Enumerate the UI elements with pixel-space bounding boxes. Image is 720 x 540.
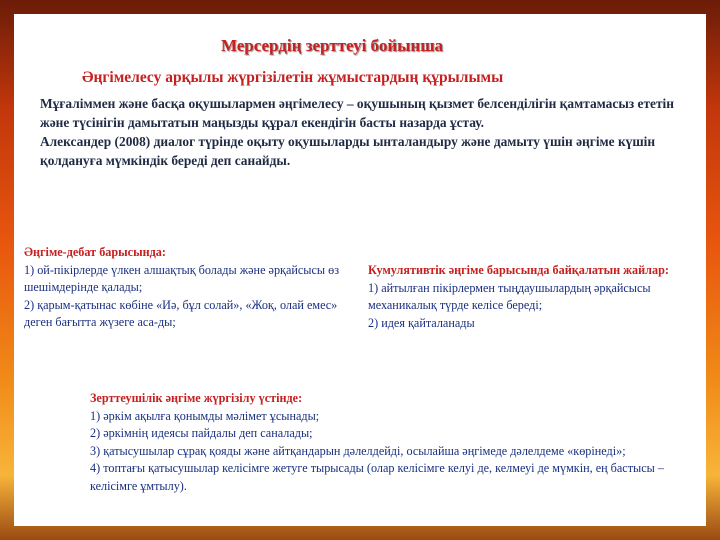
- slide-title: Мерсердің зерттеуі бойынша: [220, 36, 444, 55]
- exploratory-talk-block: [90, 390, 670, 495]
- cumulative-heading: Кумулятивтік әңгіме барысында байқалатын жайлар:: [368, 263, 669, 277]
- slide: [14, 14, 706, 526]
- exploratory-item-3: 3) қатысушылар сұрақ қояды және айтқандарын дәлелдейді, осылайша әңгімеде дәлелдеме «көрінеді»;: [90, 443, 626, 458]
- cumulative-item-2: 2) идея қайталанады: [368, 315, 475, 330]
- debate-heading: Әңгіме-дебат барысында:: [24, 245, 166, 259]
- exploratory-heading: Зерттеушілік әңгіме жүргізілу үстінде:: [90, 391, 303, 405]
- debate-item-2: 2) қарым-қатынас көбіне «Иә, бұл солай», «Жоқ, олай емес» деген бағытта жүзеге аса-ды;: [24, 297, 338, 329]
- cumulative-talk-block: [368, 262, 704, 332]
- exploratory-item-1: 1) әркім ақылға қонымды мәлімет ұсынады;: [90, 408, 320, 423]
- debate-item-1: 1) ой-пікірлерде үлкен алшақтық болады және әрқайсысы өз шешімдерінде қалады;: [24, 262, 340, 294]
- exploratory-item-2: 2) әркімнің идеясы пайдалы деп саналады;: [90, 426, 313, 440]
- slide-subtitle: Әңгімелесу арқылы жүргізілетін жұмыстардың құрылымы: [82, 69, 504, 86]
- intro-paragraph-2: Александер (2008) диалог түрінде оқыту оқушыларды ынталандыру және дамыту үшін әңгіме күшін қолдануға мүмкіндік береді деп санайды.: [40, 134, 656, 168]
- debate-talk-block: [24, 244, 354, 332]
- intro-paragraph-1: Мұғаліммен және басқа оқушылармен әңгімелесу – оқушының қызмет белсенділігін қамтамасыз ететін және түсінігін дамытатын маңызды құрал екендігін басты назарда ұстау.: [40, 96, 674, 130]
- exploratory-item-4: 4) топтағы қатысушылар келісімге жетуге тырысады (олар келісімге келуі де, келмеуі де мүмкін, ең бастысы – келісімге ұмтылу).: [90, 461, 664, 493]
- cumulative-item-1: 1) айтылған пікірлермен тыңдаушылардың әрқайсысы механикалық түрде келісе береді;: [368, 280, 651, 312]
- intro-text: [40, 94, 680, 170]
